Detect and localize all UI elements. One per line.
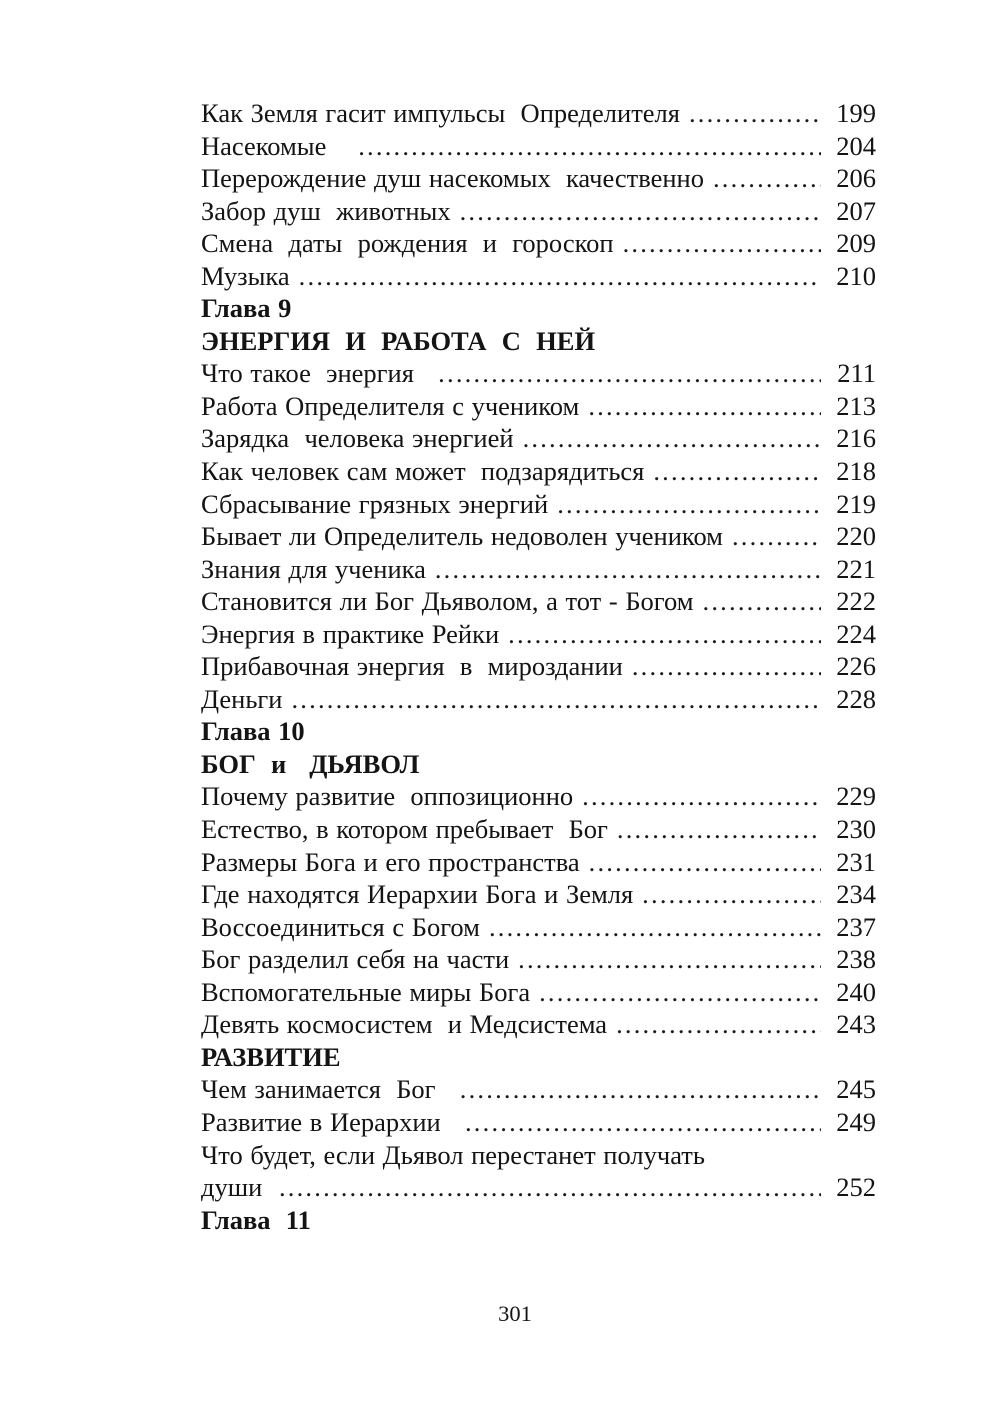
toc-entry-title: Энергия в практике Рейки	[201, 618, 500, 649]
toc-entry-title: Насекомые	[201, 130, 350, 161]
dot-leader	[713, 162, 821, 195]
toc-entry-page: 226	[836, 651, 876, 682]
dot-leader	[291, 683, 821, 716]
toc-entry	[201, 1171, 876, 1204]
toc-entry	[201, 650, 876, 683]
toc-entry-title: Как человек сам может подзарядиться	[201, 456, 645, 487]
toc-entry-page: 209	[836, 228, 876, 259]
toc-entry	[201, 585, 876, 618]
toc-entry	[201, 227, 876, 260]
dot-leader	[703, 585, 821, 618]
toc-entry-page: 229	[836, 781, 876, 812]
toc-entry	[201, 357, 876, 390]
dot-leader	[623, 227, 821, 260]
toc-entry-page: 210	[836, 260, 876, 291]
toc-entry-title: Естество, в котором пребывает Бог	[201, 814, 608, 845]
dot-leader	[557, 488, 821, 521]
toc-entry-page: 228	[836, 683, 876, 714]
toc-entry	[201, 553, 876, 586]
toc-entry	[201, 911, 876, 944]
dot-leader	[438, 357, 821, 390]
toc-entry	[201, 943, 876, 976]
toc-entry	[201, 1008, 876, 1041]
toc-entry	[201, 422, 876, 455]
toc-entry-page: 238	[836, 944, 876, 975]
dot-leader	[732, 520, 821, 553]
toc-entry-page: 206	[836, 163, 876, 194]
toc-entry-title: Зарядка человека энергией	[201, 423, 514, 454]
toc-entry-page: 234	[836, 879, 876, 910]
toc-entry-page: 216	[836, 423, 876, 454]
toc-list	[201, 97, 876, 1236]
toc-entry-title: Смена даты рождения и гороскоп	[201, 228, 614, 259]
dot-leader	[523, 422, 821, 455]
toc-entry	[201, 260, 876, 293]
toc-entry-title: Становится ли Бог Дьяволом, а тот - Богом	[201, 586, 694, 617]
toc-entry	[201, 976, 876, 1009]
toc-entry-title: Почему развитие оппозиционно	[201, 781, 574, 812]
toc-chapter-heading	[201, 715, 876, 748]
toc-entry-title: ЭНЕРГИЯ И РАБОТА С НЕЙ	[201, 325, 596, 356]
dot-leader	[632, 650, 821, 683]
dot-leader	[689, 97, 821, 130]
toc-entry	[201, 618, 876, 651]
toc-entry-title: души	[201, 1172, 270, 1203]
toc-section-heading	[201, 325, 876, 358]
toc-entry	[201, 1106, 876, 1139]
toc-entry-title: Бывает ли Определитель недоволен учеником	[201, 521, 723, 552]
toc-entry-title: Что такое энергия	[201, 358, 430, 389]
dot-leader	[358, 130, 821, 163]
toc-entry-page: 240	[836, 976, 876, 1007]
toc-entry-page: 204	[836, 130, 876, 161]
toc-entry	[201, 813, 876, 846]
toc-entry-page: 199	[836, 98, 876, 128]
toc-entry-title: Сбрасывание грязных энергий	[201, 488, 549, 519]
toc-entry	[201, 1073, 876, 1106]
dot-leader	[653, 455, 821, 488]
toc-entry-title: Знания для ученика	[201, 553, 426, 584]
toc-entry-title: Забор душ животных	[201, 195, 451, 226]
toc-entry-title: Чем занимается Бог	[201, 1074, 451, 1105]
toc-chapter-heading	[201, 1204, 876, 1237]
dot-leader	[508, 618, 821, 651]
toc-entry	[201, 455, 876, 488]
toc-entry-title: Глава 9	[201, 293, 292, 324]
toc-entry-title: БОГ и ДЬЯВОЛ	[201, 748, 420, 779]
dot-leader	[642, 878, 821, 911]
dot-leader	[460, 195, 821, 228]
toc-section-heading	[201, 1041, 876, 1074]
toc-entry-title: Размеры Бога и его пространства	[201, 846, 580, 877]
dot-leader	[539, 976, 821, 1009]
dot-leader	[279, 1171, 821, 1204]
toc-entry	[201, 162, 876, 195]
toc-entry-page: 211	[837, 358, 876, 389]
toc-entry	[201, 780, 876, 813]
toc-entry	[201, 97, 876, 130]
toc-entry-title: Прибавочная энергия в мироздании	[201, 651, 623, 682]
toc-entry-page: 230	[836, 814, 876, 845]
toc-entry-page: 220	[836, 521, 876, 552]
toc-entry-page: 221	[836, 553, 876, 584]
toc-entry-page: 219	[836, 488, 876, 519]
toc-entry-page: 237	[836, 911, 876, 942]
toc-entry-page: 243	[836, 1009, 876, 1040]
toc-entry	[201, 195, 876, 228]
dot-leader	[518, 943, 821, 976]
toc-entry-title: Глава 10	[201, 716, 305, 747]
toc-entry-title: Бог разделил себя на части	[201, 944, 510, 975]
toc-entry-title: Работа Определителя с учеником	[201, 390, 580, 421]
dot-leader	[299, 260, 821, 293]
toc-entry-title: Деньги	[201, 683, 283, 714]
toc-entry-continuation	[201, 1139, 876, 1172]
dot-leader	[616, 1008, 821, 1041]
dot-leader	[435, 553, 821, 586]
toc-entry-page: 213	[836, 390, 876, 421]
toc-entry	[201, 390, 876, 423]
toc-entry-title: Перерождение душ насекомых качественно	[201, 163, 704, 194]
toc-entry	[201, 520, 876, 553]
toc-entry	[201, 130, 876, 163]
toc-entry-title: Глава 11	[201, 1204, 311, 1235]
dot-leader	[489, 911, 821, 944]
toc-entry-title: Развитие в Иерархии	[201, 1106, 456, 1137]
toc-section-heading	[201, 748, 876, 781]
toc-entry-page: 218	[836, 456, 876, 487]
toc-chapter-heading	[201, 292, 876, 325]
toc-entry-title: Девять космосистем и Медсистема	[201, 1009, 608, 1040]
toc-entry-title: Вспомогательные миры Бога	[201, 976, 531, 1007]
toc-entry	[201, 846, 876, 879]
footer-page-number: 301	[498, 1301, 532, 1326]
dot-leader	[617, 813, 821, 846]
toc-entry-page: 252	[836, 1172, 876, 1203]
dot-leader	[465, 1106, 821, 1139]
toc-entry-page: 207	[836, 195, 876, 226]
toc-entry	[201, 878, 876, 911]
toc-entry-page: 222	[836, 586, 876, 617]
toc-entry	[201, 488, 876, 521]
dot-leader	[589, 846, 821, 879]
dot-leader	[460, 1073, 821, 1106]
dot-leader	[582, 780, 821, 813]
toc-entry-title: Что будет, если Дьявол перестанет получать	[201, 1139, 705, 1170]
toc-entry-title: Где находятся Иерархии Бога и Земля	[201, 879, 634, 910]
toc-entry-title: Музыка	[201, 260, 290, 291]
toc-entry-page: 245	[836, 1074, 876, 1105]
dot-leader	[588, 390, 821, 423]
toc-entry-page: 231	[836, 846, 876, 877]
toc-entry-title: Как Земля гасит импульсы Определителя	[201, 98, 680, 128]
toc-entry-title: Воссоединиться с Богом	[201, 911, 480, 942]
toc-entry-page: 249	[836, 1106, 876, 1137]
toc-entry-page: 224	[836, 618, 876, 649]
toc-entry-title: РАЗВИТИЕ	[201, 1041, 341, 1072]
toc-entry	[201, 683, 876, 716]
